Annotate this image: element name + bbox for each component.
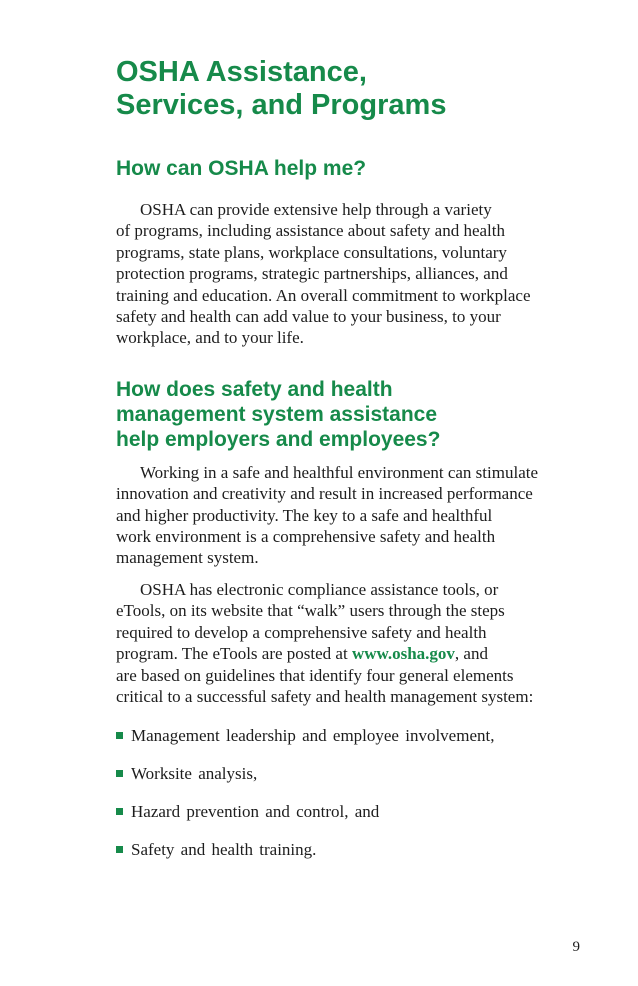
list-item bbox=[116, 839, 586, 860]
section1-paragraph bbox=[116, 199, 586, 349]
section1-heading: How can OSHA help me? bbox=[116, 157, 367, 180]
section2-heading-line: management system assistance bbox=[116, 402, 437, 426]
section2-heading bbox=[116, 377, 586, 452]
section2-paragraph-line: innovation and creativity and result in increased performance bbox=[116, 484, 533, 504]
section2-paragraph-line: eTools, on its website that “walk” users through the steps bbox=[116, 601, 505, 621]
section2-paragraph-line: management system. bbox=[116, 548, 259, 568]
section2-paragraph-line: and higher productivity. The key to a safe and healthful bbox=[116, 505, 493, 525]
list-item-text: Hazard prevention and control, and bbox=[131, 802, 380, 822]
section2-paragraph-line: are based on guidelines that identify four general elements bbox=[116, 665, 514, 685]
page-title-line-2: Services, and Programs bbox=[116, 89, 447, 121]
section2-paragraph-line: Working in a safe and healthful environment can stimulate bbox=[140, 462, 539, 482]
square-bullet-icon bbox=[116, 808, 123, 815]
list-item bbox=[116, 763, 586, 784]
page-content bbox=[116, 56, 586, 877]
square-bullet-icon bbox=[116, 770, 123, 777]
list-item-text: Management leadership and employee involvement, bbox=[131, 726, 495, 746]
section2-paragraph-line: critical to a successful safety and health management system: bbox=[116, 686, 534, 706]
section2-paragraph-line: OSHA has electronic compliance assistance tools, or bbox=[140, 579, 499, 599]
section2-paragraph-1 bbox=[116, 462, 586, 569]
section1-paragraph-line: safety and health can add value to your business, to your bbox=[116, 307, 501, 327]
page-title-line-1: OSHA Assistance, bbox=[116, 56, 367, 88]
page-title bbox=[116, 56, 586, 122]
section1-paragraph-line: programs, state plans, workplace consultations, voluntary bbox=[116, 242, 507, 262]
section2-paragraph-line: program. The eTools are posted at bbox=[116, 644, 352, 664]
list-item-text: Safety and health training. bbox=[131, 840, 317, 860]
section1-paragraph-line: workplace, and to your life. bbox=[116, 328, 304, 348]
list-item bbox=[116, 725, 586, 746]
section1-paragraph-line: of programs, including assistance about safety and health bbox=[116, 221, 505, 241]
list-item bbox=[116, 801, 586, 822]
square-bullet-icon bbox=[116, 732, 123, 739]
section2-heading-line: How does safety and health bbox=[116, 377, 393, 401]
section2-heading-line: help employers and employees? bbox=[116, 427, 441, 451]
page-number: 9 bbox=[572, 939, 580, 955]
osha-website-link[interactable]: www.osha.gov bbox=[351, 644, 455, 664]
section2-paragraph-line: required to develop a comprehensive safety and health bbox=[116, 622, 487, 642]
section1-paragraph-line: training and education. An overall commitment to workplace bbox=[116, 285, 531, 305]
section1-paragraph-line: protection programs, strategic partnerships, alliances, and bbox=[116, 264, 508, 284]
section2-paragraph-line: work environment is a comprehensive safety and health bbox=[116, 527, 496, 547]
square-bullet-icon bbox=[116, 846, 123, 853]
section2-paragraph-2 bbox=[116, 579, 586, 707]
list-item-text: Worksite analysis, bbox=[131, 764, 258, 784]
section2-paragraph-line: , and bbox=[454, 644, 488, 664]
elements-list bbox=[116, 725, 586, 860]
section1-paragraph-line: OSHA can provide extensive help through a variety bbox=[140, 200, 492, 219]
